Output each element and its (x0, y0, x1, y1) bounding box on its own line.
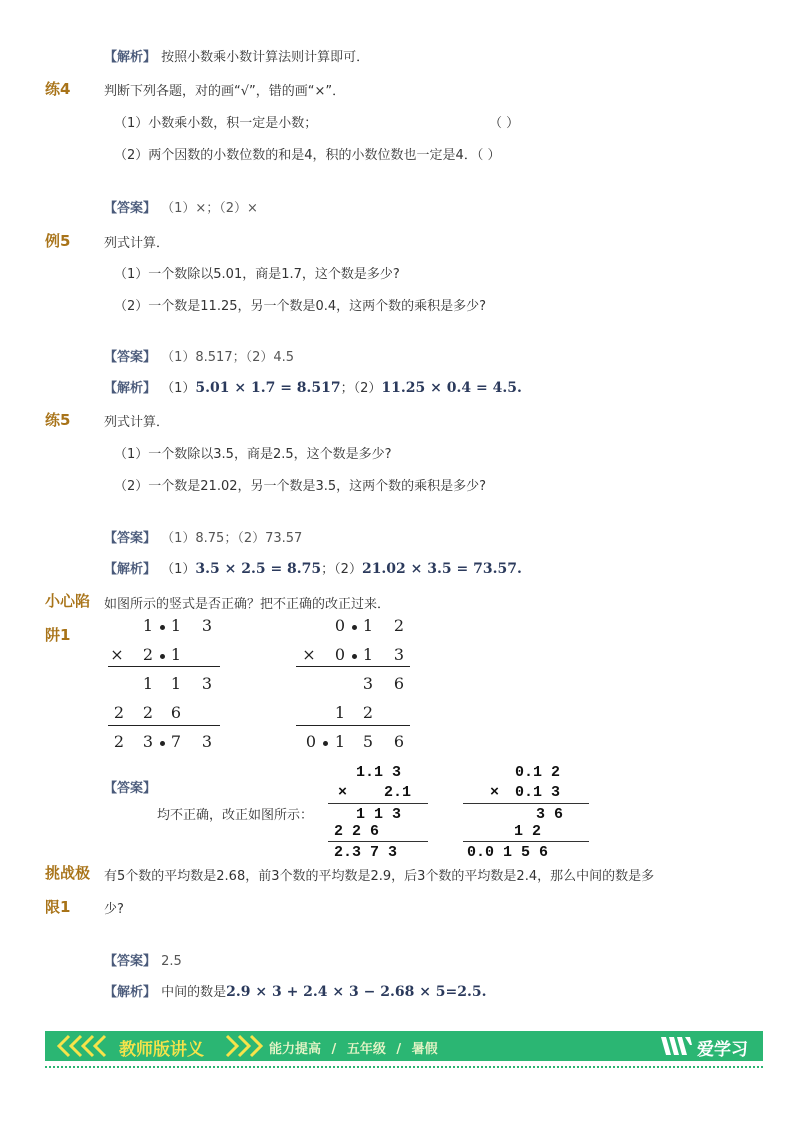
vertical-calc-a (100, 612, 225, 752)
lian5-jiexi (104, 558, 522, 577)
lian4-prompt: 判断下列各题，对的画“√”，错的画“×”． (104, 84, 346, 99)
ans-row: 3 6 (536, 806, 564, 823)
section-label-challenge1-line1: 挑战极 (45, 864, 91, 882)
calc-rule (463, 803, 589, 804)
answer-tag: 【答案】 (104, 201, 157, 216)
jiexi-part: （1） (161, 381, 196, 396)
calc-digit: 0 (305, 732, 317, 751)
footer-breadcrumb (269, 1038, 438, 1057)
jiexi-end: . (481, 984, 487, 1000)
calc-digit: 3 (142, 732, 154, 751)
jiexi-tag: 【解析】 (104, 562, 157, 577)
calc-digit: 2 (393, 616, 405, 635)
section-label-trap1-line2: 阱1 (45, 626, 71, 644)
jiexi-part: ；（2） (321, 562, 362, 577)
chevron-left-icon (51, 1034, 115, 1058)
trap1-answer-tag: 【答案】 (104, 781, 157, 796)
footer-divider (45, 1066, 763, 1068)
li5-item-2: （2）一个数是11.25，另一个数是0.4，这两个数的乘积是多少? (114, 299, 487, 314)
decimal-dot (352, 654, 357, 659)
brand-name: 爱学习 (697, 1040, 748, 1060)
answer-tag: 【答案】 (104, 531, 157, 546)
jiexi-end: . (516, 561, 522, 577)
crumb-item: 能力提高 (269, 1042, 322, 1057)
lian4-answer (104, 197, 258, 216)
calc-rule (108, 725, 220, 726)
calc-digit: 3 (201, 674, 213, 693)
calc-rule (328, 841, 428, 842)
ans-row: 2.3 7 3 (334, 844, 398, 861)
jiexi-tag: 【解析】 (104, 381, 157, 396)
multiply-sign: × (490, 784, 500, 801)
calc-digit: 3 (201, 616, 213, 635)
answer-text: （1）8.517；（2）4.5 (161, 350, 295, 365)
jiexi-end: . (516, 380, 522, 396)
calc-digit: 6 (393, 674, 405, 693)
section-label-trap1-line1: 小心陷 (45, 592, 91, 610)
multiply-sign: × (338, 784, 348, 801)
answer-text: 2.5 (161, 954, 182, 969)
crumb-item: 五年级 (346, 1042, 386, 1057)
ans-row: 1 1 3 (356, 806, 402, 823)
footer-banner (45, 1031, 763, 1061)
section-label-li5: 例5 (45, 232, 71, 250)
calc-digit: 7 (170, 732, 182, 751)
calc-digit: 2 (113, 703, 125, 722)
chevron-right-icon (223, 1034, 263, 1058)
li5-prompt: 列式计算． (104, 236, 170, 251)
jiexi-math-1: 5.01 × 1.7 = 8.517 (195, 380, 341, 396)
challenge1-line1: 有5个数的平均数是2.68，前3个数的平均数是2.9，后3个数的平均数是2.4，那么中间的数是多 (104, 869, 655, 884)
multiply-sign: × (110, 645, 124, 664)
ans-row: 2 2 6 (334, 823, 380, 840)
lian5-item-2: （2）一个数是21.02，另一个数是3.5，这两个数的乘积是多少? (114, 479, 487, 494)
trap1-answer-text: 均不正确，改正如图所示： (157, 808, 314, 823)
calc-digit: 1 (142, 616, 154, 635)
ans-row: 0.1 3 (515, 784, 561, 801)
ans-row: 1.1 3 (356, 764, 402, 781)
calc-rule (108, 666, 220, 667)
multiply-sign: × (302, 645, 316, 664)
crumb-item: 暑假 (411, 1042, 438, 1057)
footer-title: 教师版讲义 (119, 1040, 204, 1059)
decimal-dot (352, 625, 357, 630)
top-jiexi (104, 46, 369, 65)
answer-text: （1）8.75；（2）73.57 (161, 531, 303, 546)
calc-digit: 1 (334, 732, 346, 751)
calc-digit: 6 (170, 703, 182, 722)
lian5-prompt: 列式计算． (104, 415, 170, 430)
calc-digit: 1 (170, 616, 182, 635)
challenge1-jiexi (104, 981, 487, 1000)
challenge1-answer (104, 950, 182, 969)
decimal-dot (160, 741, 165, 746)
calc-digit: 1 (362, 616, 374, 635)
lian4-item-2: （2）两个因数的小数位数的和是4，积的小数位数也一定是4．（ ） (114, 148, 501, 163)
answer-calc-b (463, 764, 591, 860)
lian4-paren-1: （ ） (489, 116, 520, 131)
challenge1-line2: 少? (104, 902, 124, 917)
crumb-sep: / (396, 1042, 402, 1057)
answer-calc-a (326, 764, 430, 860)
jiexi-text: 按照小数乘小数计算法则计算即可． (161, 50, 370, 65)
decimal-dot (160, 625, 165, 630)
jiexi-tag: 【解析】 (104, 985, 157, 1000)
jiexi-math-2: 11.25 × 0.4 = 4.5 (381, 380, 517, 396)
jiexi-part: （1） (161, 562, 196, 577)
calc-digit: 3 (393, 645, 405, 664)
brand-logo-icon (659, 1035, 693, 1057)
answer-tag: 【答案】 (104, 350, 157, 365)
calc-digit: 3 (201, 732, 213, 751)
calc-digit: 5 (362, 732, 374, 751)
calc-digit: 2 (113, 732, 125, 751)
ans-row: 1 2 (514, 823, 542, 840)
section-label-challenge1-line2: 限1 (45, 898, 71, 916)
calc-rule (296, 666, 410, 667)
decimal-dot (323, 741, 328, 746)
answer-tag: 【答案】 (104, 954, 157, 969)
ans-row: 0.0 1 5 6 (467, 844, 549, 861)
ans-row: 2.1 (384, 784, 412, 801)
calc-digit: 1 (142, 674, 154, 693)
calc-rule (328, 803, 428, 804)
calc-digit: 6 (393, 732, 405, 751)
crumb-sep: / (331, 1042, 337, 1057)
ans-row: 0.1 2 (515, 764, 561, 781)
jiexi-tag: 【解析】 (104, 50, 157, 65)
lian4-item-1: （1）小数乘小数，积一定是小数； (114, 116, 318, 131)
jiexi-math-1: 3.5 × 2.5 = 8.75 (195, 561, 322, 577)
li5-jiexi (104, 377, 522, 396)
calc-digit: 1 (334, 703, 346, 722)
li5-answer (104, 346, 294, 365)
calc-digit: 2 (142, 703, 154, 722)
calc-digit: 1 (170, 674, 182, 693)
calc-digit: 3 (362, 674, 374, 693)
jiexi-part: ；（2） (340, 381, 382, 396)
trap1-prompt: 如图所示的竖式是否正确？把不正确的改正过来． (104, 597, 391, 612)
calc-digit: 1 (170, 645, 182, 664)
calc-digit: 0 (334, 616, 346, 635)
section-label-lian4: 练4 (45, 80, 71, 98)
answer-text: （1）×；（2）× (161, 201, 258, 216)
section-label-lian5: 练5 (45, 411, 71, 429)
calc-digit: 2 (142, 645, 154, 664)
decimal-dot (160, 654, 165, 659)
vertical-calc-b (292, 612, 417, 752)
lian5-answer (104, 527, 302, 546)
calc-digit: 2 (362, 703, 374, 722)
jiexi-part: 中间的数是 (161, 985, 227, 1000)
calc-digit: 0 (334, 645, 346, 664)
lian5-item-1: （1）一个数除以3.5，商是2.5，这个数是多少? (114, 447, 392, 462)
jiexi-math-2: 21.02 × 3.5 = 73.57 (361, 561, 517, 577)
jiexi-math: 2.9 × 3 + 2.4 × 3 − 2.68 × 5=2.5 (226, 984, 482, 1000)
calc-rule (296, 725, 410, 726)
li5-item-1: （1）一个数除以5.01，商是1.7，这个数是多少? (114, 267, 400, 282)
calc-digit: 1 (362, 645, 374, 664)
calc-rule (463, 841, 589, 842)
